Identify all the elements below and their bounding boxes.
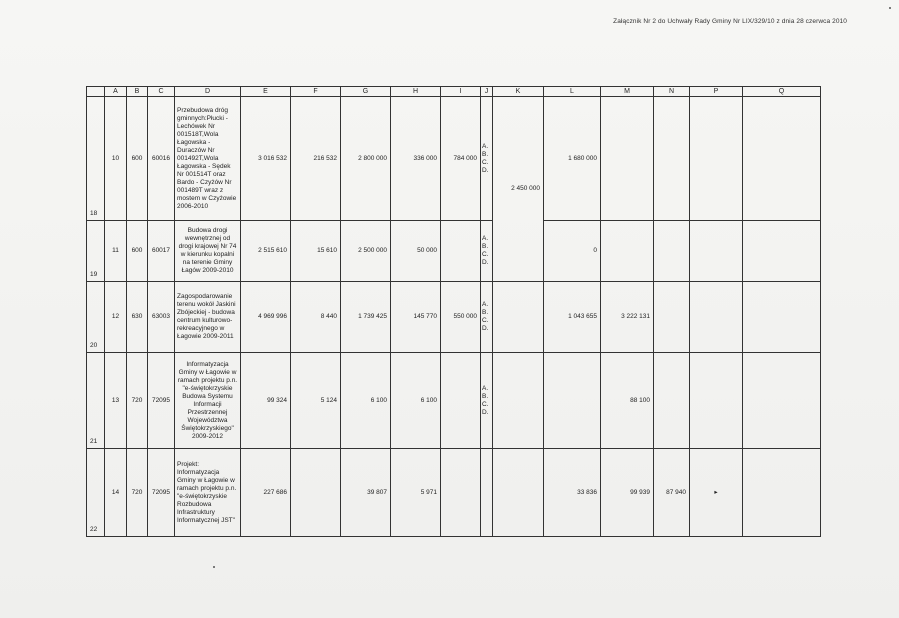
table-row [87,449,821,537]
j-line: A. [482,235,489,242]
cell-l: 1 043 655 [544,282,601,353]
corner-cell [87,87,105,97]
cell-c: 72095 [148,353,175,449]
cell-c: 60017 [148,221,175,282]
scan-speck [889,7,891,9]
column-header-c: C [148,87,175,97]
j-line: A. [482,301,489,308]
column-header-q: Q [743,87,821,97]
cell-f: 15 610 [291,221,341,282]
column-header-l: L [544,87,601,97]
column-header-i: I [441,87,481,97]
investment-table [86,86,821,537]
cell-j-empty [481,449,493,537]
column-header-m: M [601,87,654,97]
column-header-a: A [105,87,127,97]
cell-p [690,282,743,353]
cell-h: 336 000 [391,97,441,221]
cell-i [441,353,481,449]
cell-j-categories [481,221,493,282]
cell-b: 720 [127,449,148,537]
cell-a: 12 [105,282,127,353]
column-header-p: P [690,87,743,97]
j-line: D. [482,408,489,416]
cell-a: 14 [105,449,127,537]
cell-d-description: Informatyzacja Gminy w Łagowie w ramach projektu p.n. "e-świętokrzyskie Budowa Systemu Informacji Przestrzennej Województwa Świętokrzyskiego" 2009-2012 [175,353,241,449]
j-line: D. [482,166,489,174]
cell-c: 60016 [148,97,175,221]
row-number: 22 [87,449,105,537]
cell-e: 227 686 [241,449,291,537]
cell-a: 10 [105,97,127,221]
cell-d-description: Budowa drogi wewnętrznej od drogi krajowej Nr 74 w kierunku kopalni na terenie Gminy Łagów 2009-2010 [175,221,241,282]
cell-b: 600 [127,97,148,221]
cell-l [544,353,601,449]
cell-e: 2 515 610 [241,221,291,282]
cell-g: 39 807 [341,449,391,537]
cell-i: 784 000 [441,97,481,221]
cell-d-description: Zagospodarowanie terenu wokół Jaskini Zbójeckiej - budowa centrum kulturowo-rekreacyjnego w Łagowie 2009-2011 [175,282,241,353]
cell-c: 72095 [148,449,175,537]
attachment-note: Załącznik Nr 2 do Uchwały Rady Gminy Nr LIX/329/10 z dnia 28 czerwca 2010 [613,18,847,25]
cell-n: 87 940 [654,449,690,537]
cell-i: 550 000 [441,282,481,353]
cell-l: 0 [544,221,601,282]
j-line: B. [482,243,489,250]
cell-n [654,282,690,353]
cell-j-categories [481,97,493,221]
column-header-b: B [127,87,148,97]
j-line: B. [482,392,489,400]
column-header-h: H [391,87,441,97]
cell-m: 3 222 131 [601,282,654,353]
cell-b: 720 [127,353,148,449]
column-header-j: J [481,87,493,97]
cell-e: 4 969 996 [241,282,291,353]
column-header-k: K [493,87,544,97]
column-header-f: F [291,87,341,97]
table-row [87,282,821,353]
column-header-e: E [241,87,291,97]
cell-p [690,353,743,449]
cell-e: 3 016 532 [241,97,291,221]
cell-p [690,221,743,282]
cell-j-categories [481,282,493,353]
cell-i [441,449,481,537]
cell-f: 8 440 [291,282,341,353]
row-number: 20 [87,282,105,353]
cell-q [743,221,821,282]
cell-b: 630 [127,282,148,353]
cell-k [493,449,544,537]
row-number: 19 [87,221,105,282]
cell-f [291,449,341,537]
cell-l: 1 680 000 [544,97,601,221]
cell-m: 99 939 [601,449,654,537]
cell-h: 5 971 [391,449,441,537]
column-header-row [87,87,821,97]
row-number: 18 [87,97,105,221]
cell-p: ▸ [690,449,743,537]
j-line: D. [482,325,489,332]
cell-k-merged: 2 450 000 [493,97,544,282]
cell-a: 13 [105,353,127,449]
column-header-n: N [654,87,690,97]
cell-d-description: Projekt: Informatyzacja Gminy w Łagowie w ramach projektu p.n. "e-świętokrzyskie Rozbudowa Infrastruktury Informatycznej JST" [175,449,241,537]
cell-g: 2 800 000 [341,97,391,221]
cell-h: 145 770 [391,282,441,353]
cell-k [493,282,544,353]
cell-q [743,97,821,221]
cell-h: 50 000 [391,221,441,282]
table-row [87,97,821,221]
cell-f: 216 532 [291,97,341,221]
column-header-d: D [175,87,241,97]
j-line: C. [482,158,489,166]
cell-q [743,353,821,449]
cell-n [654,97,690,221]
cell-p [690,97,743,221]
cell-e: 99 324 [241,353,291,449]
j-line: C. [482,251,489,258]
j-line: C. [482,400,489,408]
cell-m: 88 100 [601,353,654,449]
scan-speck [213,566,215,568]
cell-q [743,282,821,353]
cell-i [441,221,481,282]
column-header-g: G [341,87,391,97]
cell-b: 600 [127,221,148,282]
cell-n [654,221,690,282]
cell-q [743,449,821,537]
cell-n [654,353,690,449]
cell-g: 6 100 [341,353,391,449]
cell-d-description: Przebudowa dróg gminnych:Płucki - Lechówek Nr 001518T,Wola Łagowska - Duraczów Nr 001492T,Wola Łagowska - Sędek Nr 001514T oraz Bardo - Czyżów Nr 001489T wraz z mostem w Czyżowie 2006-2010 [175,97,241,221]
j-line: B. [482,309,489,316]
j-line: A. [482,142,489,150]
j-line: D. [482,259,489,266]
cell-f: 5 124 [291,353,341,449]
table-row [87,221,821,282]
table-row [87,353,821,449]
cell-l: 33 836 [544,449,601,537]
j-line: B. [482,150,489,158]
cell-m [601,97,654,221]
cell-g: 2 500 000 [341,221,391,282]
cell-h: 6 100 [391,353,441,449]
cell-c: 63003 [148,282,175,353]
cell-m [601,221,654,282]
cell-a: 11 [105,221,127,282]
cell-g: 1 739 425 [341,282,391,353]
j-line: C. [482,317,489,324]
row-number: 21 [87,353,105,449]
j-line: A. [482,384,489,392]
cell-k [493,353,544,449]
cell-j-categories [481,353,493,449]
